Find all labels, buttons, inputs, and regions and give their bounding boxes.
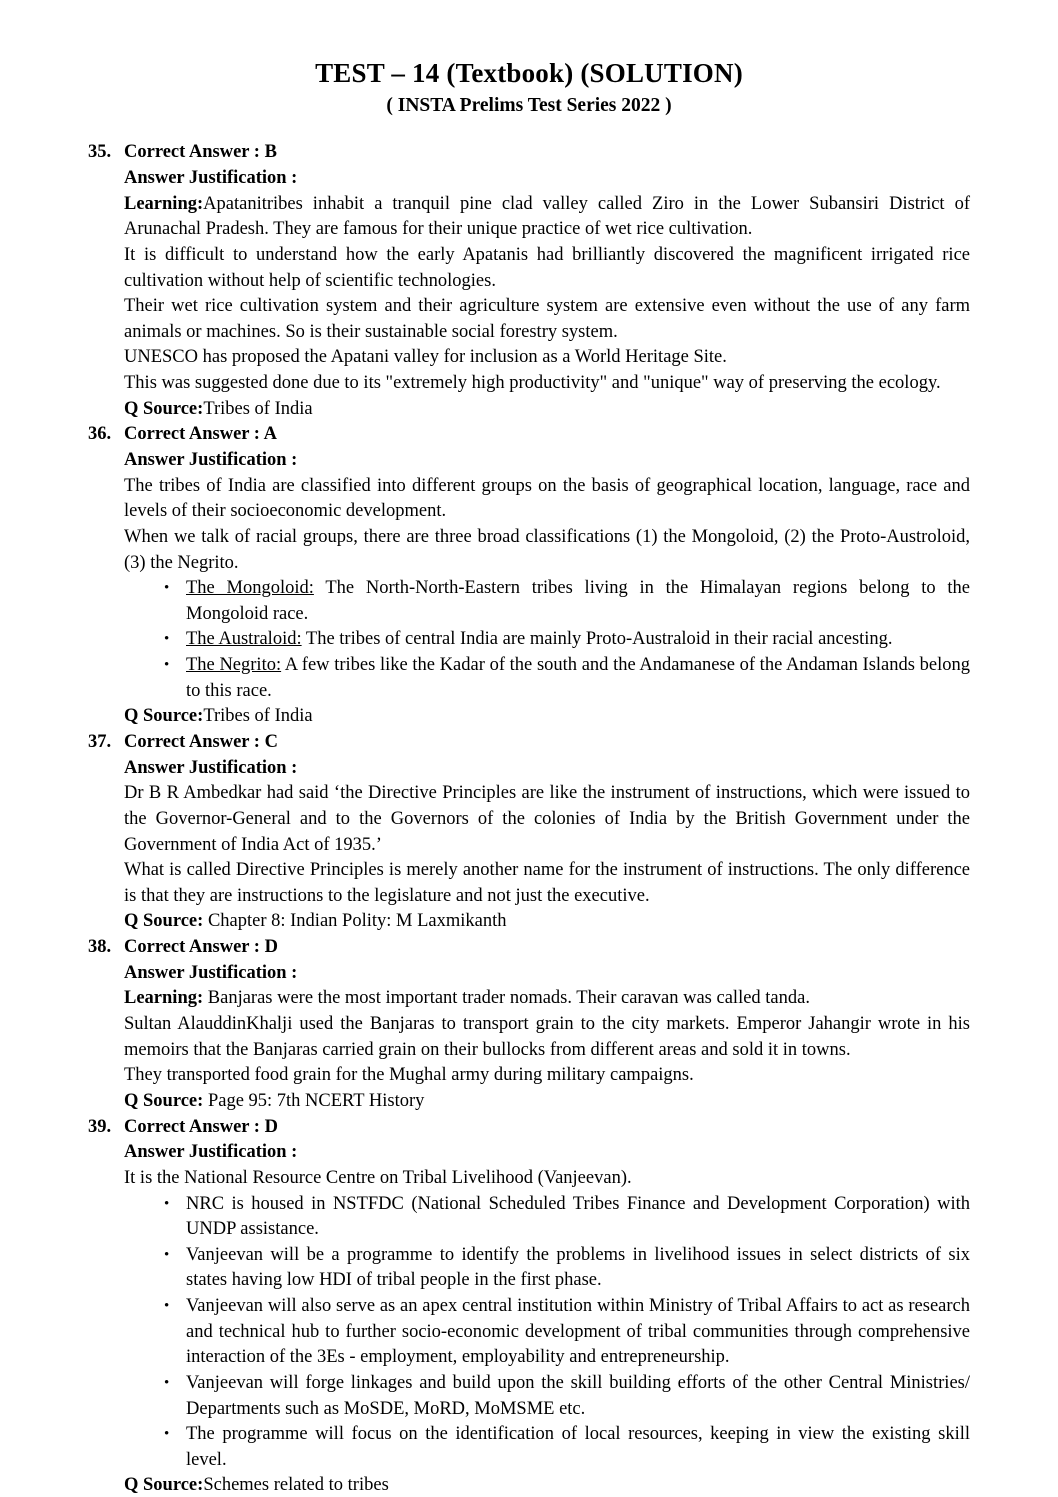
question-source [124, 1473, 970, 1497]
answer-justification-label: Answer Justification : [124, 757, 298, 778]
answer-paragraph [124, 192, 970, 243]
source-text: Chapter 8: Indian Polity: M Laxmikanth [203, 911, 507, 932]
answer-paragraph [124, 294, 970, 345]
bullet-text: The programme will focus on the identification of local resources, keeping in view the existing skill level. [186, 1424, 970, 1470]
bullet-icon: • [164, 1246, 170, 1263]
source-text: Schemes related to tribes [203, 1475, 389, 1496]
correct-answer-label: Correct Answer : D [124, 1116, 278, 1137]
answer-paragraph [124, 474, 970, 525]
bullet-icon: • [164, 580, 170, 597]
page-subtitle: ( INSTA Prelims Test Series 2022 ) [386, 94, 672, 116]
paragraph-text: UNESCO has proposed the Apatani valley for inclusion as a World Heritage Site. [124, 347, 727, 368]
answer-body [88, 756, 970, 935]
answer-block [88, 422, 970, 730]
paragraph-lead-label: Learning: [124, 193, 204, 214]
bullet-lead-term: The Australoid: [186, 629, 302, 650]
answer-paragraph [124, 858, 970, 909]
bullet-icon: • [164, 1426, 170, 1443]
bullet-text: A few tribes like the Kadar of the south and the Andamanese of the Andaman Islands belong to this race. [186, 654, 970, 701]
question-source [124, 909, 970, 935]
bullet-icon: • [164, 656, 170, 673]
source-label: Q Source: [124, 1475, 204, 1496]
answer-paragraph [124, 1063, 970, 1089]
question-heading [88, 422, 970, 448]
question-number: 35. [88, 142, 112, 163]
correct-answer-label: Correct Answer : A [124, 424, 277, 445]
answer-body [88, 961, 970, 1115]
answer-block [88, 140, 970, 422]
bullet-list [124, 1192, 970, 1474]
paragraph-text: They transported food grain for the Mughal army during military campaigns. [124, 1065, 694, 1086]
answer-block [88, 935, 970, 1115]
answer-paragraph [124, 525, 970, 576]
bullet-lead-term: The Mongoloid: [186, 578, 314, 599]
answer-paragraph [124, 1166, 970, 1192]
answer-paragraph [124, 345, 970, 371]
question-number: 37. [88, 731, 112, 752]
list-item [124, 1294, 970, 1371]
paragraph-text: The tribes of India are classified into different groups on the basis of geographical location, language, race and levels of their socioeconomic development. [124, 475, 970, 522]
bullet-list [124, 576, 970, 704]
question-heading [88, 140, 970, 166]
question-source [124, 1089, 970, 1115]
paragraph-text: Apatanitribes inhabit a tranquil pine clad valley called Ziro in the Lower Subansiri District of Arunachal Pradesh. They are famous for their unique practice of wet rice cultivation. [124, 193, 970, 240]
source-label: Q Source: [124, 706, 204, 727]
bullet-icon: • [164, 1298, 170, 1315]
answer-body [88, 1140, 970, 1497]
answer-paragraph [124, 243, 970, 294]
list-item [124, 1422, 970, 1473]
list-item [124, 653, 970, 704]
question-heading [88, 1115, 970, 1141]
paragraph-text: This was suggested done due to its "extremely high productivity" and "unique" way of preserving the ecology. [124, 373, 941, 393]
question-heading [88, 935, 970, 961]
bullet-icon: • [164, 631, 170, 648]
paragraph-lead-label: Learning: [124, 988, 204, 1009]
bullet-text: Vanjeevan will forge linkages and build upon the skill building efforts of the other Central Ministries/ Departments such as MoSDE, MoRD, MoMSME etc. [186, 1372, 970, 1419]
correct-answer-label: Correct Answer : D [124, 936, 278, 957]
answer-justification-label: Answer Justification : [124, 450, 298, 471]
paragraph-text: Banjaras were the most important trader nomads. Their caravan was called tanda. [203, 988, 810, 1009]
bullet-icon: • [164, 1195, 170, 1212]
source-text: Page 95: 7th NCERT History [203, 1090, 425, 1111]
answer-paragraph [124, 1012, 970, 1063]
answer-justification-label: Answer Justification : [124, 168, 298, 189]
question-source [124, 397, 970, 423]
paragraph-text: Sultan AlauddinKhalji used the Banjaras to transport grain to the city markets. Emperor Jahangir wrote in his memoirs that the Banjaras carried grain on their bullocks from different areas and sold it in towns. [124, 1014, 970, 1060]
list-item [124, 1192, 970, 1243]
bullet-lead-term: The Negrito: [186, 654, 282, 675]
source-text: Tribes of India [203, 398, 313, 419]
question-heading [88, 730, 970, 756]
paragraph-text: When we talk of racial groups, there are three broad classifications (1) the Mongoloid, (2) the Proto-Austroloid, (3) the Negrito. [124, 526, 970, 573]
paragraph-text: It is the National Resource Centre on Tribal Livelihood (Vanjeevan). [124, 1168, 632, 1189]
bullet-text: The North-North-Eastern tribes living in the Himalayan regions belong to the Mongoloid race. [186, 578, 970, 624]
source-label: Q Source: [124, 1090, 204, 1111]
correct-answer-label: Correct Answer : B [124, 142, 277, 163]
answer-block [88, 730, 970, 935]
paragraph-text: What is called Directive Principles is merely another name for the instrument of instructions. The only difference is that they are instructions to the legislature and not just the executive. [124, 860, 970, 906]
bullet-text: Vanjeevan will be a programme to identify the problems in livelihood issues in select districts of six states having low HDI of tribal people in the first phase. [186, 1244, 970, 1291]
answer-justification-label: Answer Justification : [124, 962, 298, 983]
list-item [124, 1371, 970, 1422]
list-item [124, 627, 970, 653]
answer-body [88, 448, 970, 730]
paragraph-text: Dr B R Ambedkar had said ‘the Directive Principles are like the instrument of instructions, which were issued to the Governor-General and to the Governors of the colonies of India by the British Government under the Government of India Act of 1935.’ [124, 783, 970, 855]
source-label: Q Source: [124, 911, 204, 932]
question-source [124, 704, 970, 730]
page-title: TEST – 14 (Textbook) (SOLUTION) [315, 58, 743, 88]
document-header [0, 0, 1058, 118]
answers-list [0, 140, 1058, 1497]
answer-paragraph [124, 986, 970, 1012]
list-item [124, 1243, 970, 1294]
paragraph-text: Their wet rice cultivation system and their agriculture system are extensive even without the use of any farm animals or machines. So is their sustainable social forestry system. [124, 296, 970, 342]
question-number: 36. [88, 424, 112, 445]
question-number: 39. [88, 1116, 112, 1137]
answer-paragraph [124, 371, 970, 397]
question-number: 38. [88, 936, 112, 957]
bullet-icon: • [164, 1374, 170, 1391]
answer-body [88, 166, 970, 422]
bullet-text: The tribes of central India are mainly Proto-Australoid in their racial ancesting. [301, 629, 893, 650]
source-text: Tribes of India [203, 706, 313, 727]
source-label: Q Source: [124, 398, 204, 419]
answer-paragraph [124, 781, 970, 858]
correct-answer-label: Correct Answer : C [124, 731, 278, 752]
answer-block [88, 1115, 970, 1497]
bullet-text: Vanjeevan will also serve as an apex central institution within Ministry of Tribal Affairs to act as research and technical hub to further socio-economic development of tribal communities through comprehensive interaction of the 3Es - employment, employability and entrepreneurship. [186, 1296, 970, 1368]
list-item [124, 576, 970, 627]
paragraph-text: It is difficult to understand how the early Apatanis had brilliantly discovered the magnificent irrigated rice cultivation without help of scientific technologies. [124, 244, 970, 291]
answer-justification-label: Answer Justification : [124, 1142, 298, 1163]
bullet-text: NRC is housed in NSTFDC (National Scheduled Tribes Finance and Development Corporation) with UNDP assistance. [186, 1193, 970, 1240]
